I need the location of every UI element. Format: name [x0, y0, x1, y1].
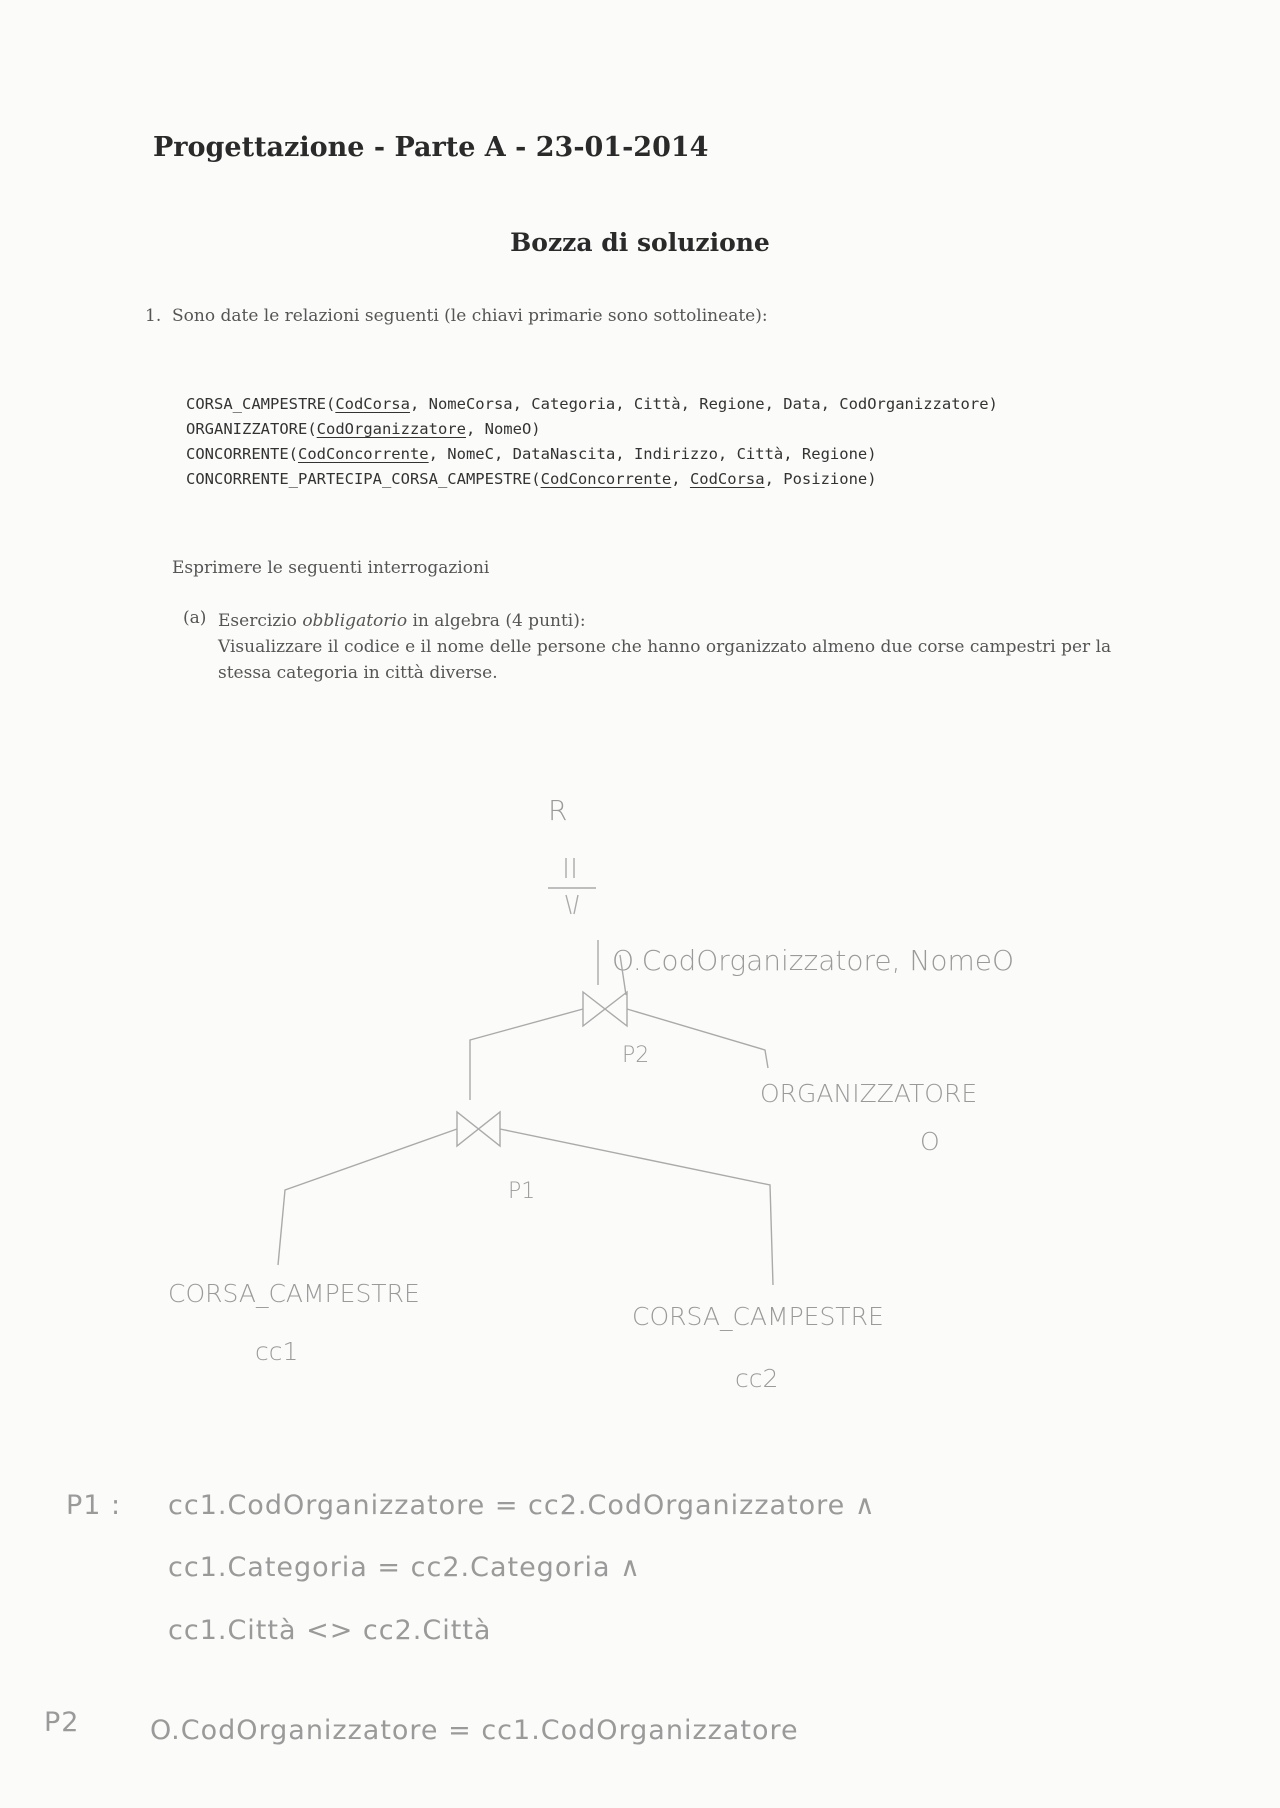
- page-subtitle: Bozza di soluzione: [510, 228, 770, 257]
- intro-text: Sono date le relazioni seguenti (le chiavi primarie sono sottolineate):: [172, 306, 768, 326]
- edge-join1-right: [500, 1129, 773, 1285]
- exercise-question: Visualizzare il codice e il nome delle persone che hanno organizzato almeno due corse campestri per la stessa categoria in città diverse.: [218, 637, 1112, 683]
- p1-label: P1 :: [66, 1490, 122, 1521]
- relation-name: CORSA_CAMPESTRE(: [186, 395, 336, 413]
- left-leaf-alias: cc1: [255, 1337, 299, 1366]
- separator: ,: [671, 470, 690, 488]
- p1-line-3: cc1.Città <> cc2.Città: [168, 1615, 492, 1646]
- join1-condition: P1: [508, 1179, 536, 1204]
- exercise-lead: Esercizio: [218, 611, 303, 631]
- relation-attrs: , NomeC, DataNascita, Indirizzo, Città, Regione): [428, 445, 877, 463]
- p1-line-1: cc1.CodOrganizzatore = cc2.CodOrganizzatore ∧: [168, 1490, 876, 1521]
- item-number: 1.: [145, 306, 162, 326]
- primary-key: CodConcorrente: [297, 445, 429, 463]
- express-instruction: Esprimere le seguenti interrogazioni: [172, 558, 490, 578]
- join2-condition: P2: [622, 1043, 650, 1068]
- relation-attrs: , NomeCorsa, Categoria, Città, Regione, Data, CodOrganizzatore): [409, 395, 998, 413]
- right-leaf-relation: CORSA_CAMPESTRE: [632, 1302, 884, 1331]
- relation-attrs: , Posizione): [764, 470, 877, 488]
- relation-name: CONCORRENTE_PARTECIPA_CORSA_CAMPESTRE(: [186, 470, 541, 488]
- p2-label: P2: [44, 1707, 80, 1738]
- right-relation-alias: O: [920, 1127, 940, 1156]
- join2-symbol: [583, 992, 627, 1026]
- exercise-emphasis: obbligatorio: [302, 611, 408, 631]
- exercise-a-label: (a): [183, 608, 207, 628]
- projection-attrs: O.CodOrganizzatore, NomeO: [612, 944, 1015, 977]
- relation-name: CONCORRENTE(: [186, 445, 298, 463]
- result-label: R: [548, 794, 568, 827]
- edge-join1-left: [278, 1129, 457, 1265]
- join1-symbol: [457, 1112, 500, 1146]
- p2-line: O.CodOrganizzatore = cc1.CodOrganizzatore: [150, 1715, 799, 1746]
- primary-key: CodCorsa: [335, 395, 410, 413]
- left-leaf-relation: CORSA_CAMPESTRE: [168, 1279, 420, 1308]
- relation-name: ORGANIZZATORE(: [186, 420, 317, 438]
- relation-attrs: , NomeO): [465, 420, 541, 438]
- projection-symbol: [566, 895, 578, 914]
- p1-line-2: cc1.Categoria = cc2.Categoria ∧: [168, 1552, 641, 1583]
- primary-key: CodConcorrente: [540, 470, 672, 488]
- primary-key: CodCorsa: [689, 470, 765, 488]
- primary-key: CodOrganizzatore: [316, 420, 466, 438]
- assignment-symbol: [566, 858, 574, 878]
- page-title: Progettazione - Parte A - 23-01-2014: [153, 132, 709, 163]
- right-leaf-alias: cc2: [735, 1364, 779, 1393]
- edge-join2-left: [470, 1009, 583, 1100]
- exercise-lead-2: in algebra (4 punti):: [407, 611, 586, 631]
- right-relation: ORGANIZZATORE: [760, 1079, 978, 1108]
